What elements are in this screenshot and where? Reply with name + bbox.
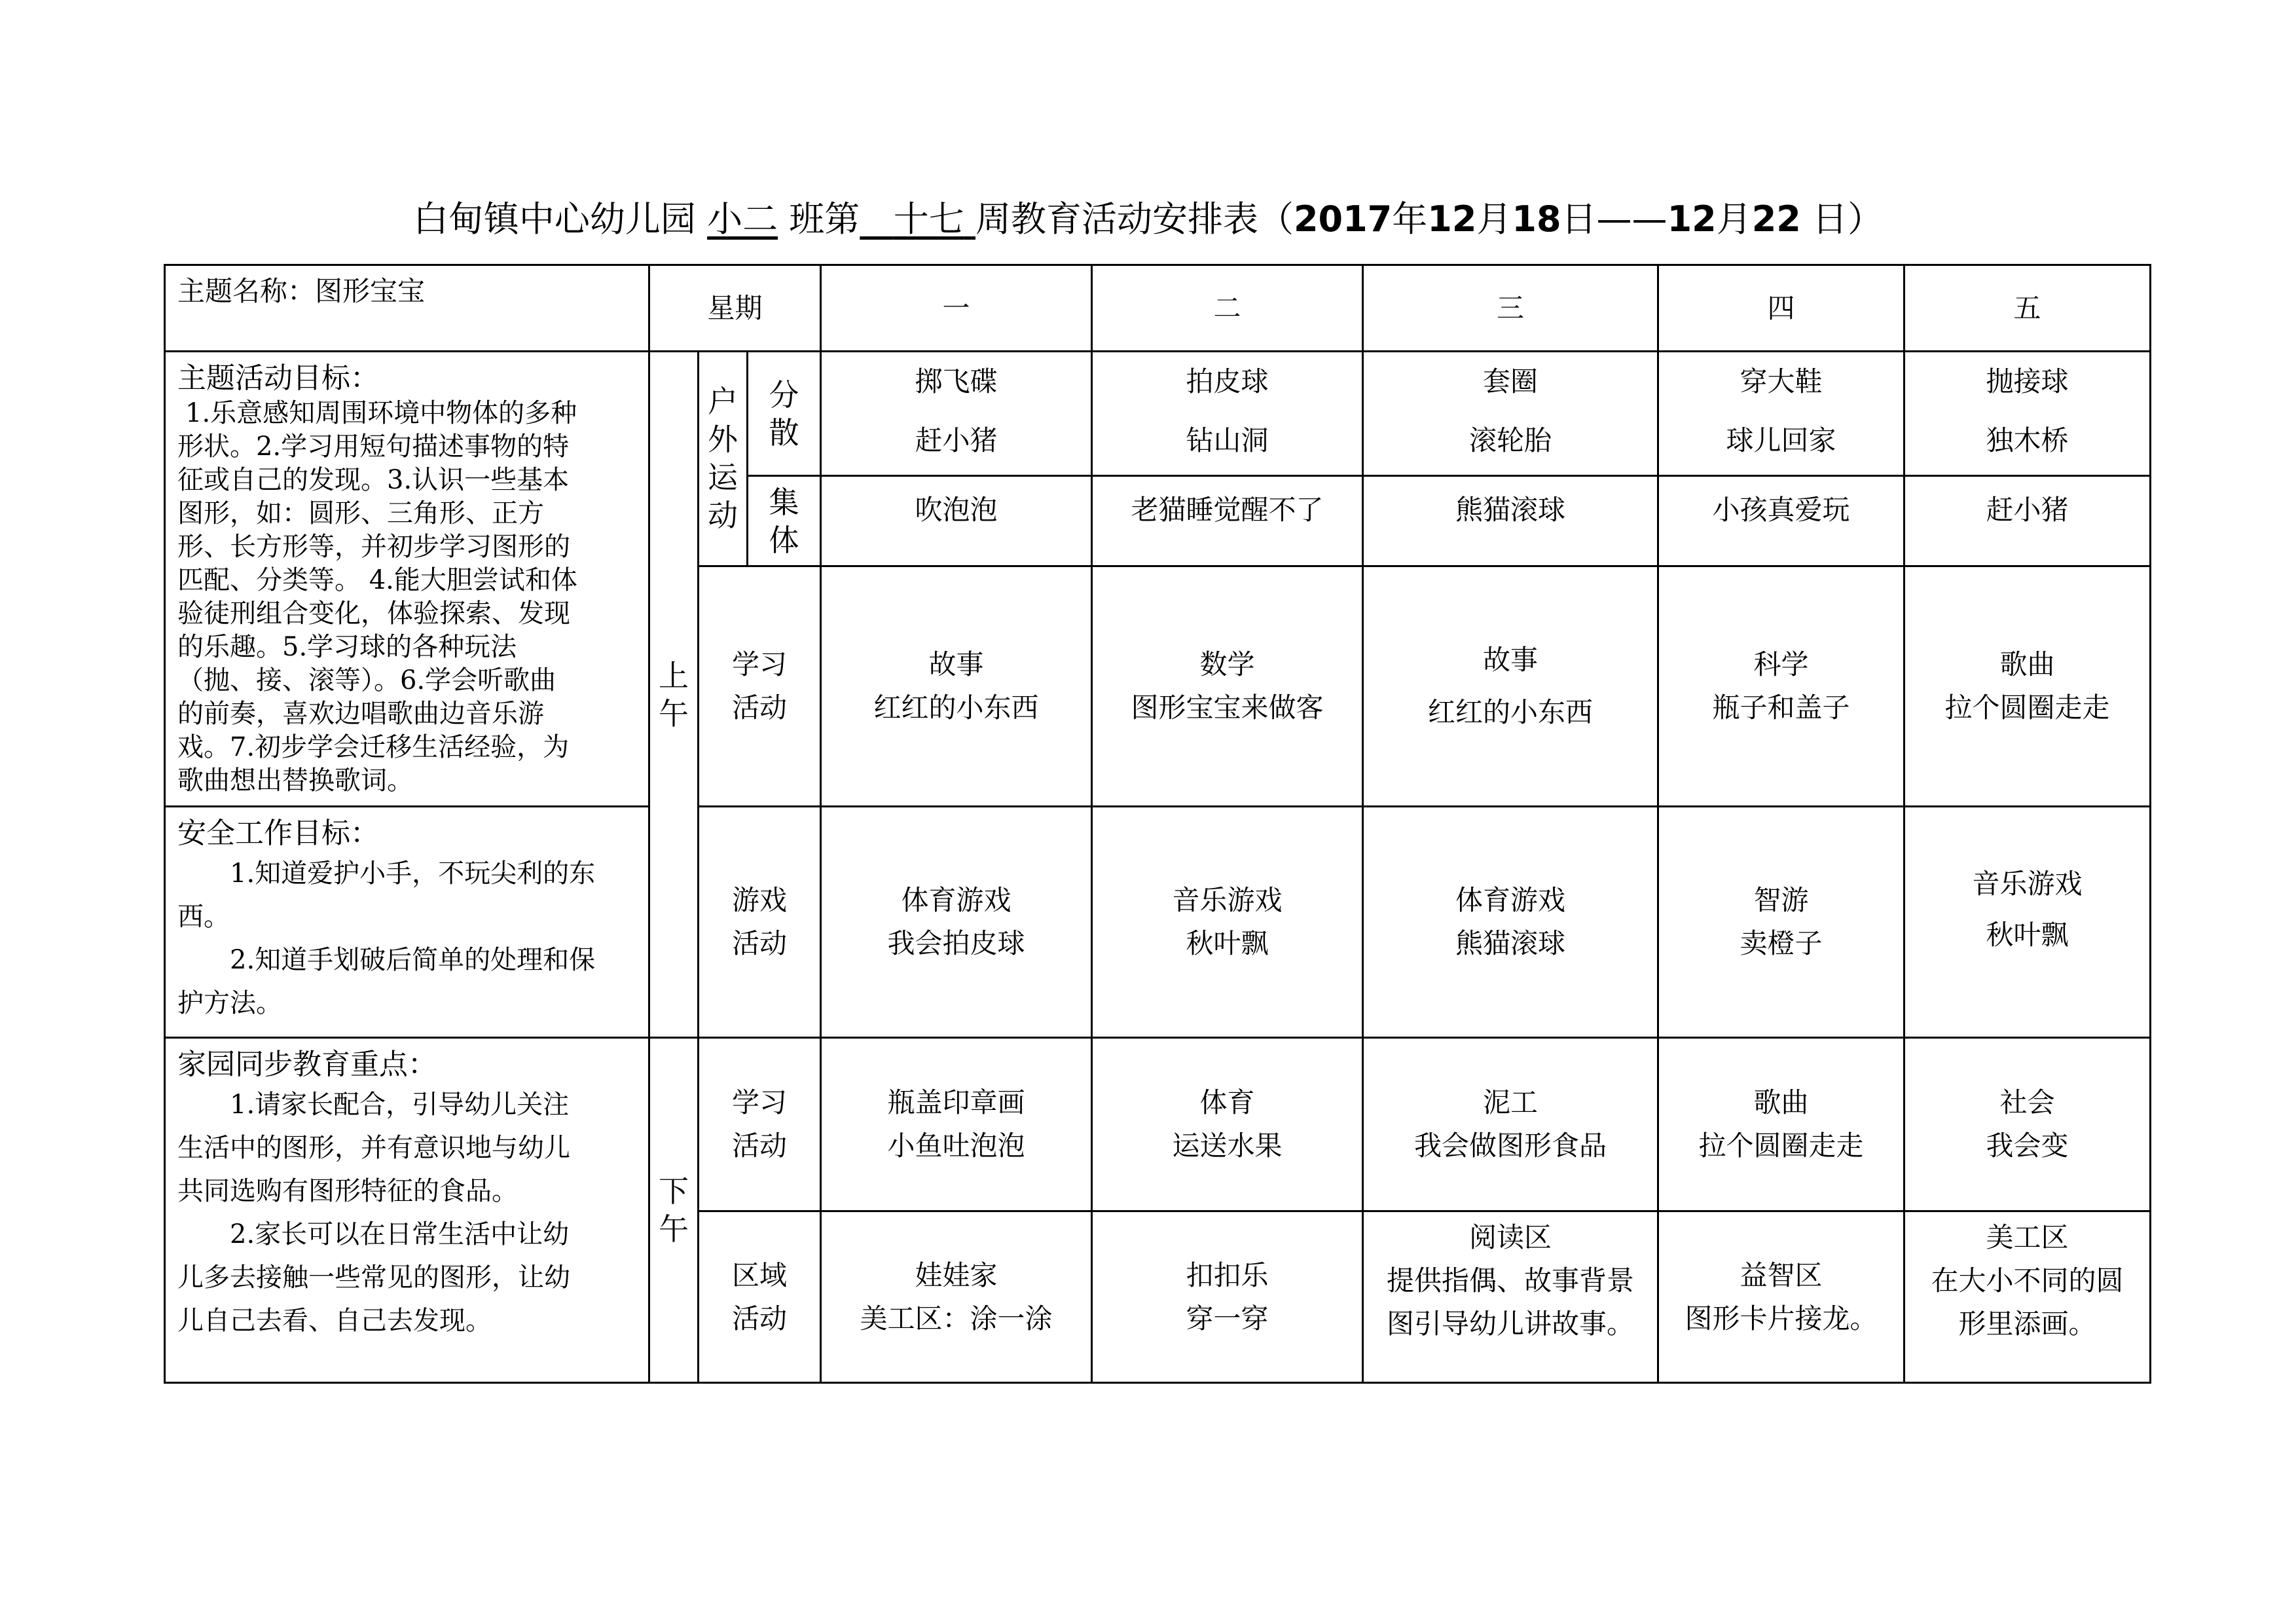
activity-cell: [1092, 1038, 1363, 1211]
day-header: [821, 265, 1092, 352]
scattered-label: 分散: [769, 377, 799, 451]
home-line: 2.家长可以在日常生活中让幼: [230, 1219, 570, 1249]
activity-cell: [821, 1211, 1092, 1383]
activity-line: 益智区: [1740, 1259, 1823, 1291]
activity-line: 体育游戏: [901, 884, 1011, 916]
activity-cell: [1658, 566, 1904, 806]
activity-line: 音乐游戏: [1972, 868, 2083, 900]
activity-line: 瓶子和盖子: [1712, 691, 1850, 724]
class-name: 小二: [707, 198, 778, 240]
activity-line: 故事: [928, 648, 984, 680]
activity-line: 故事: [1483, 643, 1539, 676]
month-char-1: 月: [1476, 198, 1512, 240]
page-title: [0, 191, 2296, 242]
activity-cell: [1904, 476, 2151, 566]
day-label: 三: [1497, 291, 1525, 324]
weekday-label: 星期: [707, 291, 763, 324]
activity-line: 穿一穿: [1186, 1302, 1269, 1335]
safety-line: 西。: [177, 902, 230, 932]
activity-line: 美工区: [1986, 1221, 2069, 1253]
zone-label: 区域: [732, 1259, 788, 1291]
goal-line: 歌曲想出替换歌词。: [177, 766, 413, 796]
activity-line: 我会拍皮球: [887, 927, 1025, 959]
day-label: 四: [1767, 291, 1795, 324]
activity-cell: [1363, 566, 1658, 806]
school-name: 白甸镇中心幼儿园: [412, 198, 696, 240]
activity-cell: [1363, 1038, 1658, 1211]
activity-label: 活动: [732, 1130, 788, 1162]
activity-line: 秋叶飘: [1986, 919, 2069, 951]
outdoor-label: 户外运动: [708, 384, 738, 534]
game-row: [165, 807, 2151, 1038]
activity-line: 科学: [1753, 648, 1809, 680]
activity-line: 卖橙子: [1740, 927, 1823, 959]
activity-line: 阅读区: [1469, 1221, 1552, 1253]
activity-cell: [1658, 1211, 1904, 1383]
morning-label: 上午: [659, 657, 689, 731]
activity-line: 形里添画。: [1958, 1308, 2096, 1340]
goal-line: 的乐趣。5.学习球的各种玩法: [177, 632, 517, 662]
activity-line: 瓶盖印章画: [887, 1086, 1025, 1118]
home-line: 儿自己去看、自己去发现。: [177, 1306, 492, 1336]
activity-line: 音乐游戏: [1172, 884, 1283, 916]
activity-line: 美工区：涂一涂: [860, 1302, 1053, 1335]
goal-line: 1.乐意感知周围环境中物体的多种: [185, 398, 577, 428]
goal-line: 的前奏，喜欢边唱歌曲边音乐游: [177, 699, 544, 729]
year-char: 年: [1392, 198, 1428, 240]
group-label-cell: [748, 476, 821, 566]
home-line: 共同选购有图形特征的食品。: [177, 1176, 518, 1206]
pm-study-row: [165, 1038, 2151, 1211]
home-line: 儿多去接触一些常见的图形，让幼: [177, 1263, 570, 1293]
home-heading: 家园同步教育重点：: [177, 1048, 437, 1081]
activity-line: 歌曲: [1753, 1086, 1809, 1118]
goal-line: （抛、接、滚等）。6.学会听歌曲: [177, 665, 556, 695]
outdoor-label-cell: [699, 352, 748, 566]
activity-line: 吹泡泡: [915, 494, 998, 526]
activity-cell: [1904, 352, 2151, 476]
activity-line: 扣扣乐: [1186, 1259, 1269, 1291]
zone-label-cell: [699, 1211, 821, 1383]
day-header: [1092, 265, 1363, 352]
activity-cell: [1658, 1038, 1904, 1211]
activity-line: 拉个圆圈走走: [1944, 691, 2110, 724]
activity-line: 老猫睡觉醒不了: [1131, 494, 1324, 526]
activity-cell: [1363, 476, 1658, 566]
activity-cell: [1092, 1211, 1363, 1383]
activity-cell: [1658, 807, 1904, 1038]
activity-line: 穿大鞋: [1740, 365, 1823, 397]
activity-line: 独木桥: [1986, 424, 2069, 456]
activity-line: 图引导幼儿讲故事。: [1387, 1308, 1635, 1340]
activity-line: 娃娃家: [915, 1259, 998, 1291]
activity-cell: [1363, 807, 1658, 1038]
activity-cell: [821, 566, 1092, 806]
weekday-label-cell: [649, 265, 821, 352]
activity-cell: [1092, 352, 1363, 476]
end-month: 12: [1667, 198, 1717, 240]
theme-name-cell: [165, 265, 649, 352]
afternoon-label: 下午: [659, 1173, 689, 1247]
am-study-label-cell: [699, 566, 821, 806]
goal-line: 匹配、分类等。 4.能大胆尝试和体: [177, 565, 577, 595]
safety-heading: 安全工作目标：: [177, 817, 379, 850]
activity-line: 赶小猪: [1986, 494, 2069, 526]
game-label-cell: [699, 807, 821, 1038]
activity-line: 在大小不同的圆: [1931, 1264, 2124, 1297]
safety-line: 2.知道手划破后简单的处理和保: [230, 945, 596, 975]
activity-line: 红红的小东西: [1428, 695, 1594, 728]
activity-cell: [1658, 476, 1904, 566]
study-label: 学习: [732, 1086, 788, 1118]
safety-line: 护方法。: [177, 988, 282, 1018]
study-label: 学习: [732, 648, 788, 680]
home-line: 1.请家长配合，引导幼儿关注: [230, 1090, 570, 1120]
safety-line: 1.知道爱护小手，不玩尖利的东: [230, 858, 596, 889]
header-row: [165, 265, 2151, 352]
activity-cell: [1363, 1211, 1658, 1383]
schedule-table: [164, 264, 2151, 1384]
activity-cell: [821, 476, 1092, 566]
activity-cell: [821, 807, 1092, 1038]
activity-line: 社会: [1999, 1086, 2055, 1118]
start-day: 18: [1512, 198, 1561, 240]
month-char-2: 月: [1716, 198, 1752, 240]
activity-line: 智游: [1753, 884, 1809, 916]
activity-line: 数学: [1199, 648, 1255, 680]
activity-cell: [1904, 807, 2151, 1038]
activity-cell: [1092, 566, 1363, 806]
goal-line: 图形，如：圆形、三角形、正方: [177, 498, 544, 528]
activity-cell: [821, 1038, 1092, 1211]
activity-cell: [1092, 476, 1363, 566]
goal-line: 形、长方形等，并初步学习图形的: [177, 532, 570, 562]
activity-label: 活动: [732, 927, 788, 959]
day-label: 二: [1213, 291, 1241, 324]
activity-line: 球儿回家: [1726, 424, 1836, 456]
activity-line: 小鱼吐泡泡: [887, 1130, 1025, 1162]
goals-heading: 主题活动目标：: [177, 361, 379, 395]
activity-cell: [1092, 807, 1363, 1038]
activity-line: 我会变: [1986, 1130, 2069, 1162]
activity-cell: [1658, 352, 1904, 476]
afternoon-label-cell: [649, 1038, 699, 1383]
activity-line: 秋叶飘: [1186, 927, 1269, 959]
activity-line: 图形宝宝来做客: [1131, 691, 1324, 724]
activity-label: 活动: [732, 691, 788, 724]
day-header: [1658, 265, 1904, 352]
day-char-1: 日——: [1561, 198, 1667, 240]
activity-line: 掷飞碟: [915, 365, 998, 397]
activity-cell: [821, 352, 1092, 476]
morning-label-cell: [649, 352, 699, 1038]
end-day: 22: [1751, 198, 1801, 240]
activity-line: 拍皮球: [1186, 365, 1269, 397]
scattered-label-cell: [748, 352, 821, 476]
goal-line: 征或自己的发现。3.认识一些基本: [177, 465, 570, 495]
activity-line: 泥工: [1483, 1086, 1539, 1118]
activity-label: 活动: [732, 1302, 788, 1335]
pm-study-label-cell: [699, 1038, 821, 1211]
day-header: [1363, 265, 1658, 352]
goal-line: 戏。7.初步学会迁移生活经验，为: [177, 732, 570, 762]
activity-cell: [1904, 1211, 2151, 1383]
day-label: 一: [942, 291, 970, 324]
activity-line: 红红的小东西: [873, 691, 1039, 724]
class-mid: 班第: [789, 198, 860, 240]
group-label: 集体: [769, 484, 799, 558]
goal-line: 形状。2.学习用短句描述事物的特: [177, 432, 570, 462]
start-month: 12: [1427, 198, 1477, 240]
activity-line: 歌曲: [1999, 648, 2055, 680]
activity-line: 滚轮胎: [1469, 424, 1552, 456]
activity-line: 赶小猪: [915, 424, 998, 456]
activity-line: 熊猫滚球: [1455, 494, 1566, 526]
activity-line: 提供指偶、故事背景: [1387, 1264, 1635, 1297]
activity-line: 小孩真爱玩: [1712, 494, 1850, 526]
activity-line: 体育: [1199, 1086, 1255, 1118]
activity-line: 抛接球: [1986, 365, 2069, 397]
activity-line: 体育游戏: [1455, 884, 1566, 916]
title-suffix: 周教育活动安排表（: [975, 198, 1294, 240]
activity-line: 钻山洞: [1186, 424, 1269, 456]
goal-line: 验徒刑组合变化，体验探索、发现: [177, 599, 570, 629]
activity-cell: [1904, 1038, 2151, 1211]
safety-cell: [165, 807, 649, 1038]
day-label: 五: [2013, 291, 2041, 324]
home-cell: [165, 1038, 649, 1383]
day-header: [1904, 265, 2151, 352]
activity-line: 图形卡片接龙。: [1685, 1302, 1878, 1335]
activity-cell: [1363, 352, 1658, 476]
activity-line: 我会做图形食品: [1414, 1130, 1607, 1162]
game-label: 游戏: [732, 884, 788, 916]
year: 2017: [1293, 198, 1393, 240]
activity-line: 熊猫滚球: [1455, 927, 1566, 959]
theme-name: 主题名称：图形宝宝: [177, 275, 426, 307]
activity-cell: [1904, 566, 2151, 806]
activity-line: 套圈: [1483, 365, 1539, 397]
activity-line: 运送水果: [1172, 1130, 1283, 1162]
home-line: 生活中的图形，并有意识地与幼儿: [177, 1133, 570, 1163]
outdoor-scattered-row: [165, 352, 2151, 476]
activity-line: 拉个圆圈走走: [1698, 1130, 1864, 1162]
goals-cell: [165, 352, 649, 807]
day-char-2: 日）: [1812, 198, 1884, 240]
week-number: 十七: [893, 198, 964, 240]
